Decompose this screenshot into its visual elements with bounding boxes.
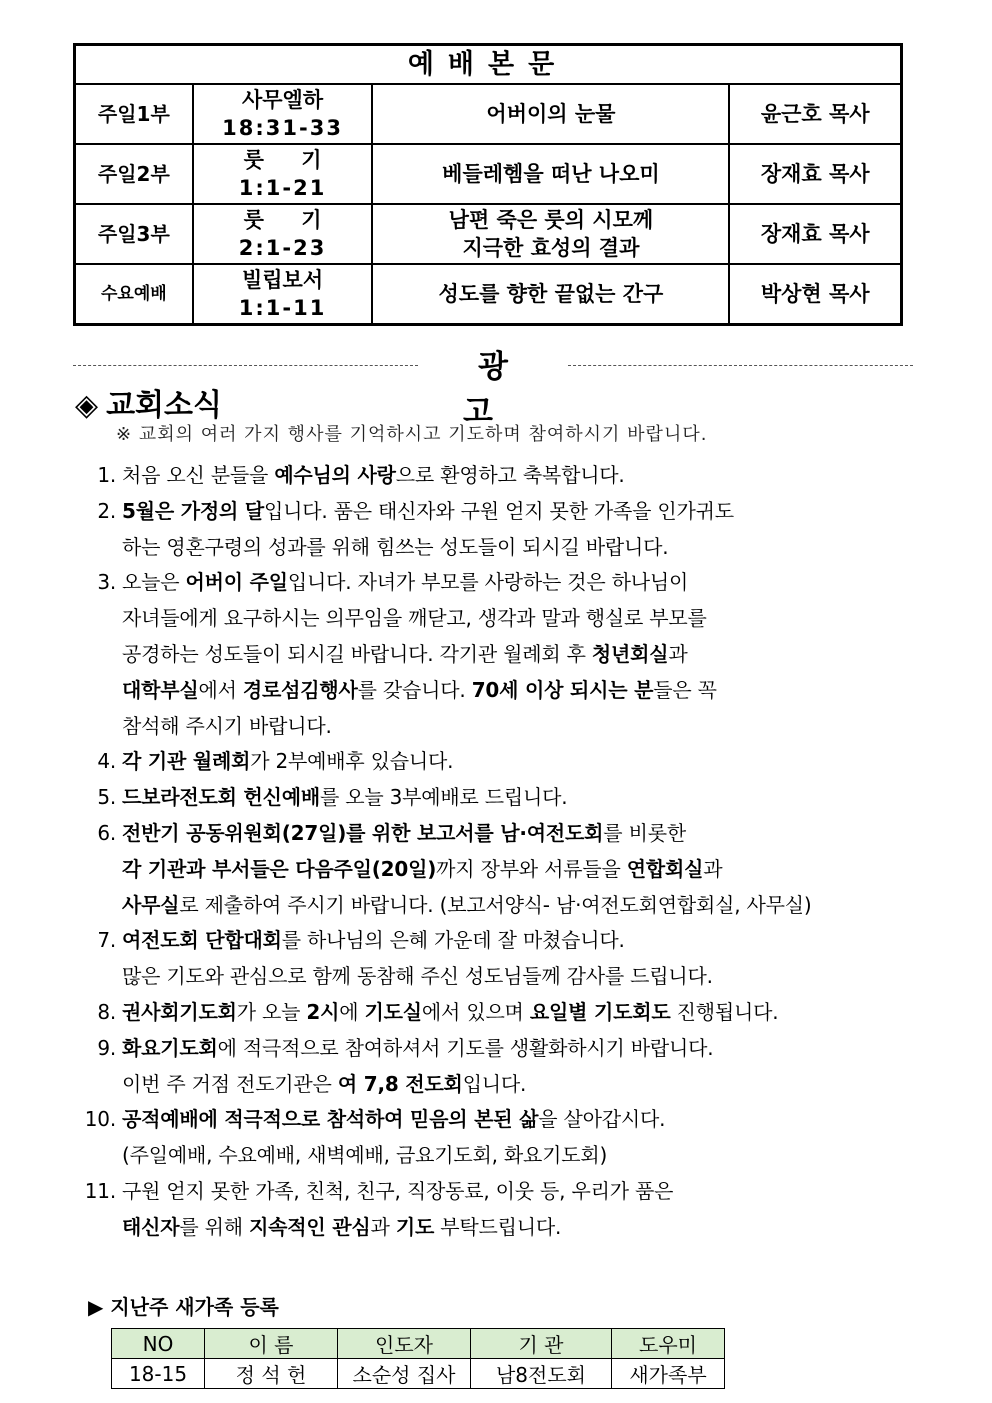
notice-text xyxy=(116,565,688,601)
sermon-title: 성도를 향한 끝없는 간구 xyxy=(372,264,729,324)
notice-line xyxy=(72,1174,932,1210)
notice-segment: 공적예배에 적극적으로 참석하여 믿음의 본된 삶 xyxy=(122,1107,539,1132)
notice-segment: 여전도회 단합대회 xyxy=(122,928,282,953)
notice-number: 10. xyxy=(84,1107,116,1132)
notice-segment: 요일별 기도회도 xyxy=(529,999,671,1024)
notice-text xyxy=(116,1102,665,1138)
notice-segment: 청년회실 xyxy=(591,641,669,666)
notice-segment: 경로섬김행사 xyxy=(242,677,358,702)
notice-line xyxy=(72,565,932,601)
notice-text xyxy=(116,1174,673,1210)
notice-line xyxy=(72,494,932,530)
notice-line xyxy=(72,530,932,566)
table-cell: 새가족부 xyxy=(612,1359,725,1389)
notice-line xyxy=(72,1031,932,1067)
service-name: 주일1부 xyxy=(75,84,193,144)
notice-number xyxy=(72,673,116,709)
table-header-row xyxy=(112,1329,725,1359)
notice-segment: 들은 꼭 xyxy=(653,677,717,702)
notice-segment: 어버이 주일 xyxy=(185,570,288,595)
notice-number: 3. xyxy=(97,570,116,595)
scripture-ref: 룻 기 2:1-23 xyxy=(193,204,373,264)
notice-segment: 많은 기도와 관심으로 함께 동참해 주신 성도님들께 감사를 드립니다. xyxy=(122,964,713,989)
notice-segment: 부탁드립니다. xyxy=(434,1214,562,1239)
notice-text xyxy=(116,923,625,959)
notice-segment: 가 2부예배후 있습니다. xyxy=(250,749,454,774)
notice-line xyxy=(72,995,932,1031)
notice-segment: 에 xyxy=(339,999,365,1024)
notice-segment: 태신자 xyxy=(122,1214,180,1239)
notice-segment: 에서 xyxy=(198,677,243,702)
dashed-rule xyxy=(568,365,913,366)
notice-text xyxy=(116,959,713,995)
notice-number xyxy=(72,709,116,745)
notice-segment: 기도 xyxy=(395,1214,435,1239)
notice-text xyxy=(116,995,778,1031)
notice-number: 11. xyxy=(84,1178,116,1203)
notice-line xyxy=(72,601,932,637)
notice-number xyxy=(72,959,116,995)
notice-segment: 입니다. 품은 태신자와 구원 얻지 못한 가족을 인가귀도 xyxy=(263,498,734,523)
table-cell: 18-15 xyxy=(112,1359,205,1389)
notice-segment: 이번 주 거점 전도기관은 xyxy=(122,1071,338,1096)
notice-line xyxy=(72,1210,932,1246)
notice-segment: 진행됩니다. xyxy=(670,999,779,1024)
notice-line xyxy=(72,923,932,959)
notice-number: 5. xyxy=(97,785,116,810)
notice-segment: 가 오늘 xyxy=(236,999,307,1024)
notice-line xyxy=(72,673,932,709)
notice-segment: 사무실 xyxy=(122,892,180,917)
notice-number xyxy=(72,1138,116,1174)
notice-segment: 오늘은 xyxy=(122,570,186,595)
scripture-ref: 빌립보서 1:1-11 xyxy=(193,264,373,324)
notice-number: 1. xyxy=(97,463,116,487)
notice-text xyxy=(116,673,717,709)
notice-segment: 각 기관과 부서들은 다음주일(20일) xyxy=(122,856,437,881)
worship-row xyxy=(75,264,902,324)
notice-segment: 지속적인 관심 xyxy=(249,1214,371,1239)
notice-segment: 에 적극적으로 참여하셔서 기도를 생활화하시기 바랍니다. xyxy=(217,1035,714,1060)
sermon-title: 남편 죽은 룻의 시모께 지극한 효성의 결과 xyxy=(372,204,729,264)
notice-segment: 공경하는 성도들이 되시길 바랍니다. 각기관 월례회 후 xyxy=(122,641,592,666)
notice-line xyxy=(72,458,932,494)
notice-segment: 각 기관 월례회 xyxy=(122,749,251,774)
intro-note: ※ 교회의 여러 가지 행사를 기억하시고 기도하며 참여하시기 바랍니다. xyxy=(116,424,708,445)
notice-segment: 5월은 가정의 달 xyxy=(122,498,264,523)
worship-row xyxy=(75,84,902,144)
sermon-title: 베들레헴을 떠난 나오미 xyxy=(372,144,729,204)
table-cell: 정 석 헌 xyxy=(205,1359,338,1389)
notice-number: 9. xyxy=(97,1035,116,1060)
notice-text xyxy=(116,852,722,888)
notice-segment: 자녀들에게 요구하시는 의무임을 깨닫고, 생각과 말과 행실로 부모를 xyxy=(122,606,707,631)
notice-number: 6. xyxy=(97,820,116,845)
worship-title: 예배본문 xyxy=(75,45,902,85)
worship-row xyxy=(75,144,902,204)
notice-segment: 입니다. 자녀가 부모를 사랑하는 것은 하나님이 xyxy=(287,570,689,595)
notice-segment: 과 xyxy=(668,641,688,666)
notice-segment: 전반기 공동위원회(27일)를 위한 보고서를 남·여전도회 xyxy=(122,820,604,845)
notice-segment: 권사회기도회 xyxy=(122,999,237,1024)
notice-number xyxy=(72,1210,116,1246)
notice-number: 2. xyxy=(97,498,116,523)
notice-segment: 를 갖습니다. xyxy=(357,677,472,702)
pastor-name: 박상현 목사 xyxy=(729,264,901,324)
notice-text xyxy=(116,816,686,852)
notice-segment: 연합회실 xyxy=(626,856,704,881)
notice-number xyxy=(72,637,116,673)
notice-segment: 에서 있으며 xyxy=(421,999,530,1024)
worship-table xyxy=(73,43,903,326)
notice-line xyxy=(72,637,932,673)
column-header: 이 름 xyxy=(205,1329,338,1359)
notice-text xyxy=(116,744,453,780)
notice-segment: 입니다. xyxy=(462,1071,527,1096)
sermon-title: 어버이의 눈물 xyxy=(372,84,729,144)
scripture-ref: 룻 기 1:1-21 xyxy=(193,144,373,204)
notice-segment: 70세 이상 되시는 분 xyxy=(471,677,654,702)
notice-text xyxy=(116,1031,713,1067)
pastor-name: 장재효 목사 xyxy=(729,204,901,264)
notice-segment: 하는 영혼구령의 성과를 위해 힘쓰는 성도들이 되시길 바랍니다. xyxy=(122,534,669,559)
notice-number xyxy=(72,852,116,888)
column-header: 도우미 xyxy=(612,1329,725,1359)
notice-segment: 를 오늘 3부예배로 드립니다. xyxy=(319,785,568,810)
new-family-table xyxy=(111,1328,725,1389)
notice-line xyxy=(72,1102,932,1138)
notice-line xyxy=(72,709,932,745)
column-header: 기 관 xyxy=(471,1329,612,1359)
worship-row xyxy=(75,204,902,264)
notice-number: 4. xyxy=(97,749,116,774)
notice-segment: 으로 환영하고 축복합니다. xyxy=(395,463,625,487)
notice-number: 8. xyxy=(97,999,116,1024)
column-header: 인도자 xyxy=(338,1329,471,1359)
table-cell: 소순성 집사 xyxy=(338,1359,471,1389)
notice-text xyxy=(116,780,567,816)
notice-segment: 를 비롯한 xyxy=(603,820,686,845)
notice-segment: 처음 오신 분들을 xyxy=(122,463,275,487)
notice-segment: 기도실 xyxy=(364,999,422,1024)
notice-line xyxy=(72,888,932,924)
dashed-rule xyxy=(73,365,418,366)
notice-text xyxy=(116,458,625,494)
notice-text xyxy=(116,637,688,673)
pastor-name: 장재효 목사 xyxy=(729,144,901,204)
table-row xyxy=(112,1359,725,1389)
notice-line xyxy=(72,744,932,780)
notice-segment: 여 7,8 전도회 xyxy=(337,1071,463,1096)
notice-text xyxy=(116,709,332,745)
notice-segment: (주일예배, 수요예배, 새벽예배, 금요기도회, 화요기도회) xyxy=(122,1143,608,1168)
notice-segment: 구원 얻지 못한 가족, 친척, 친구, 직장동료, 이웃 등, 우리가 품은 xyxy=(122,1178,674,1203)
scripture-ref: 사무엘하 18:31-33 xyxy=(193,84,373,144)
notice-number xyxy=(72,601,116,637)
notice-segment: 로 제출하여 주시기 바랍니다. (보고서양식- 남·여전도회연합회실, 사무실) xyxy=(179,892,812,917)
notice-line xyxy=(72,816,932,852)
notice-segment: 까지 장부와 서류들을 xyxy=(436,856,627,881)
announcement-heading: 광고 xyxy=(463,349,538,430)
notice-list xyxy=(72,458,932,1246)
notice-segment: 드보라전도회 헌신예배 xyxy=(122,785,320,810)
notice-line xyxy=(72,1138,932,1174)
notice-text xyxy=(116,530,668,566)
notice-text xyxy=(116,601,707,637)
notice-segment: 를 위해 xyxy=(179,1214,250,1239)
service-name: 주일2부 xyxy=(75,144,193,204)
notice-segment: 를 하나님의 은혜 가운데 잘 마쳤습니다. xyxy=(281,928,625,953)
pastor-name: 윤근호 목사 xyxy=(729,84,901,144)
table-cell: 남8전도회 xyxy=(471,1359,612,1389)
notice-number: 7. xyxy=(97,928,116,953)
notice-line xyxy=(72,959,932,995)
notice-text xyxy=(116,1138,607,1174)
notice-line xyxy=(72,1067,932,1103)
notice-number xyxy=(72,888,116,924)
notice-text xyxy=(116,888,812,924)
notice-segment: 참석해 주시기 바랍니다. xyxy=(122,713,332,738)
new-family-title: ▶ 지난주 새가족 등록 xyxy=(88,1295,279,1319)
notice-segment: 과 xyxy=(703,856,723,881)
notice-number xyxy=(72,1067,116,1103)
column-header: NO xyxy=(112,1329,205,1359)
service-name: 주일3부 xyxy=(75,204,193,264)
notice-segment: 화요기도회 xyxy=(122,1035,218,1060)
section-title: ◈ 교회소식 xyxy=(75,388,222,423)
notice-text xyxy=(116,494,734,530)
notice-number xyxy=(72,530,116,566)
notice-text xyxy=(116,1210,561,1246)
notice-segment: 과 xyxy=(370,1214,396,1239)
notice-line xyxy=(72,780,932,816)
notice-line xyxy=(72,852,932,888)
notice-segment: 예수님의 사랑 xyxy=(274,463,396,487)
notice-segment: 을 살아갑시다. xyxy=(538,1107,666,1132)
service-name: 수요예배 xyxy=(75,264,193,324)
notice-text xyxy=(116,1067,526,1103)
diamond-icon: ◈ xyxy=(75,388,99,423)
notice-segment: 2시 xyxy=(306,999,340,1024)
notice-segment: 대학부실 xyxy=(122,677,199,702)
